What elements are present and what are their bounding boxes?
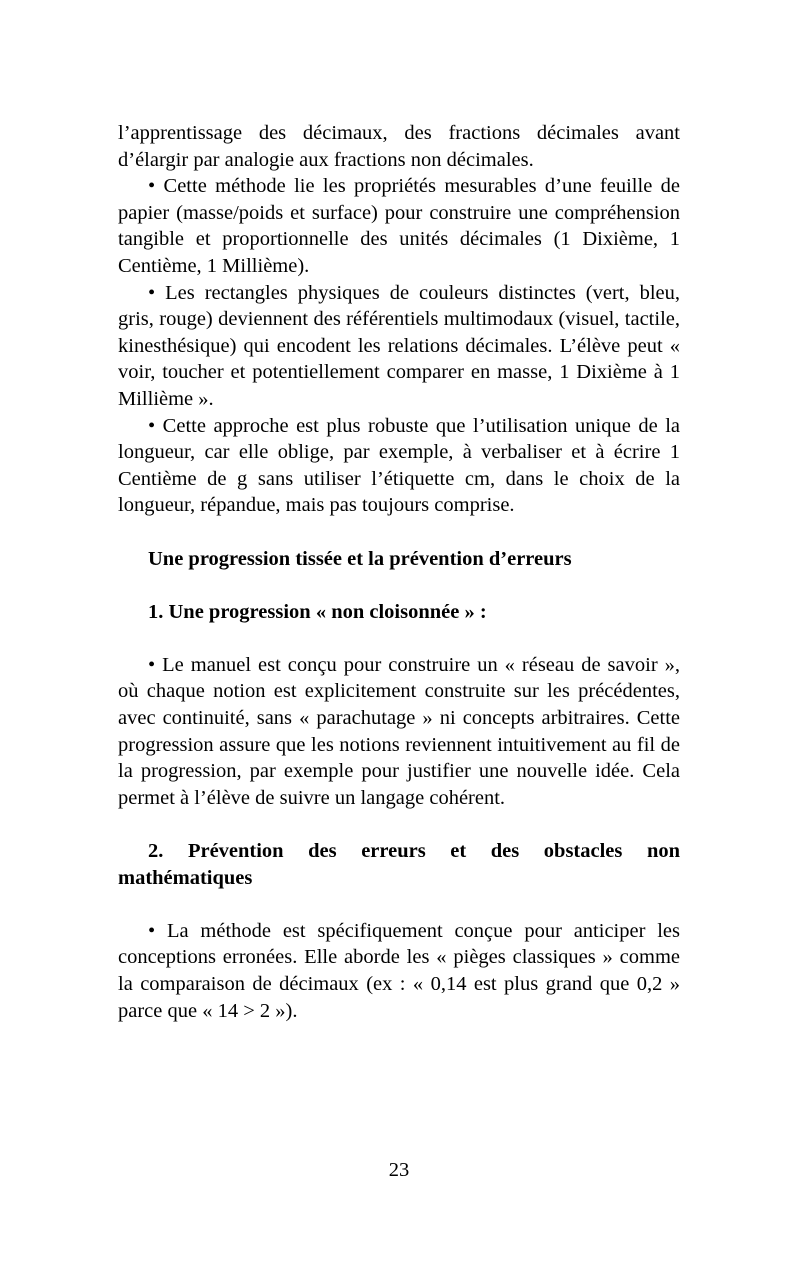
bullet-paragraph-approche: • Cette approche est plus robuste que l’utilisation unique de la longueur, car elle oblige, par exemple, à verbaliser et à écrire 1 Centième de g sans utiliser l’étiquette cm, dans le choix de la longueur, répandue, mais pas toujours comprise. [118, 414, 680, 517]
bullet-paragraph-manuel: • Le manuel est conçu pour construire un « réseau de savoir », où chaque notion est explicitement construite sur les précédentes, avec continuité, sans « parachutage » ni concepts arbitraires. Cette progression assure que les notions reviennent intuitivement au fil de la progression, par exemple pour justifier une nouvelle idée. Cela permet à l’élève de suivre un langage cohérent. [118, 653, 680, 809]
bullet-paragraph-mesure: • Cette méthode lie les propriétés mesurables d’une feuille de papier (masse/poids et surface) pour construire une compréhension tangible et proportionnelle des unités décimales (1 Dixième, 1 Centième, 1 Millième). [118, 175, 680, 277]
page-body [118, 120, 680, 1024]
subsection-heading-progression: 1. Une progression « non cloisonnée » : [148, 600, 487, 623]
subsection-heading-prevention: 2. Prévention des erreurs et des obstacles non mathématiques [118, 840, 680, 889]
section-heading: Une progression tissée et la prévention d’erreurs [148, 547, 572, 570]
page-number: 23 [388, 1159, 410, 1181]
intro-paragraph: l’apprentissage des décimaux, des fractions décimales avant d’élargir par analogie aux fractions non décimales. [118, 122, 680, 171]
bullet-paragraph-rectangles: • Les rectangles physiques de couleurs distinctes (vert, bleu, gris, rouge) deviennent des référentiels multimodaux (visuel, tactile, kinesthésique) qui encodent les relations décimales. L’élève peut « voir, toucher et potentiellement comparer en masse, 1 Dixième à 1 Millième ». [118, 281, 680, 410]
bullet-paragraph-methode: • La méthode est spécifiquement conçue pour anticiper les conceptions erronées. Elle aborde les « pièges classiques » comme la comparaison de décimaux (ex : « 0,14 est plus grand que 0,2 » parce que « 14 > 2 »). [118, 919, 680, 1022]
